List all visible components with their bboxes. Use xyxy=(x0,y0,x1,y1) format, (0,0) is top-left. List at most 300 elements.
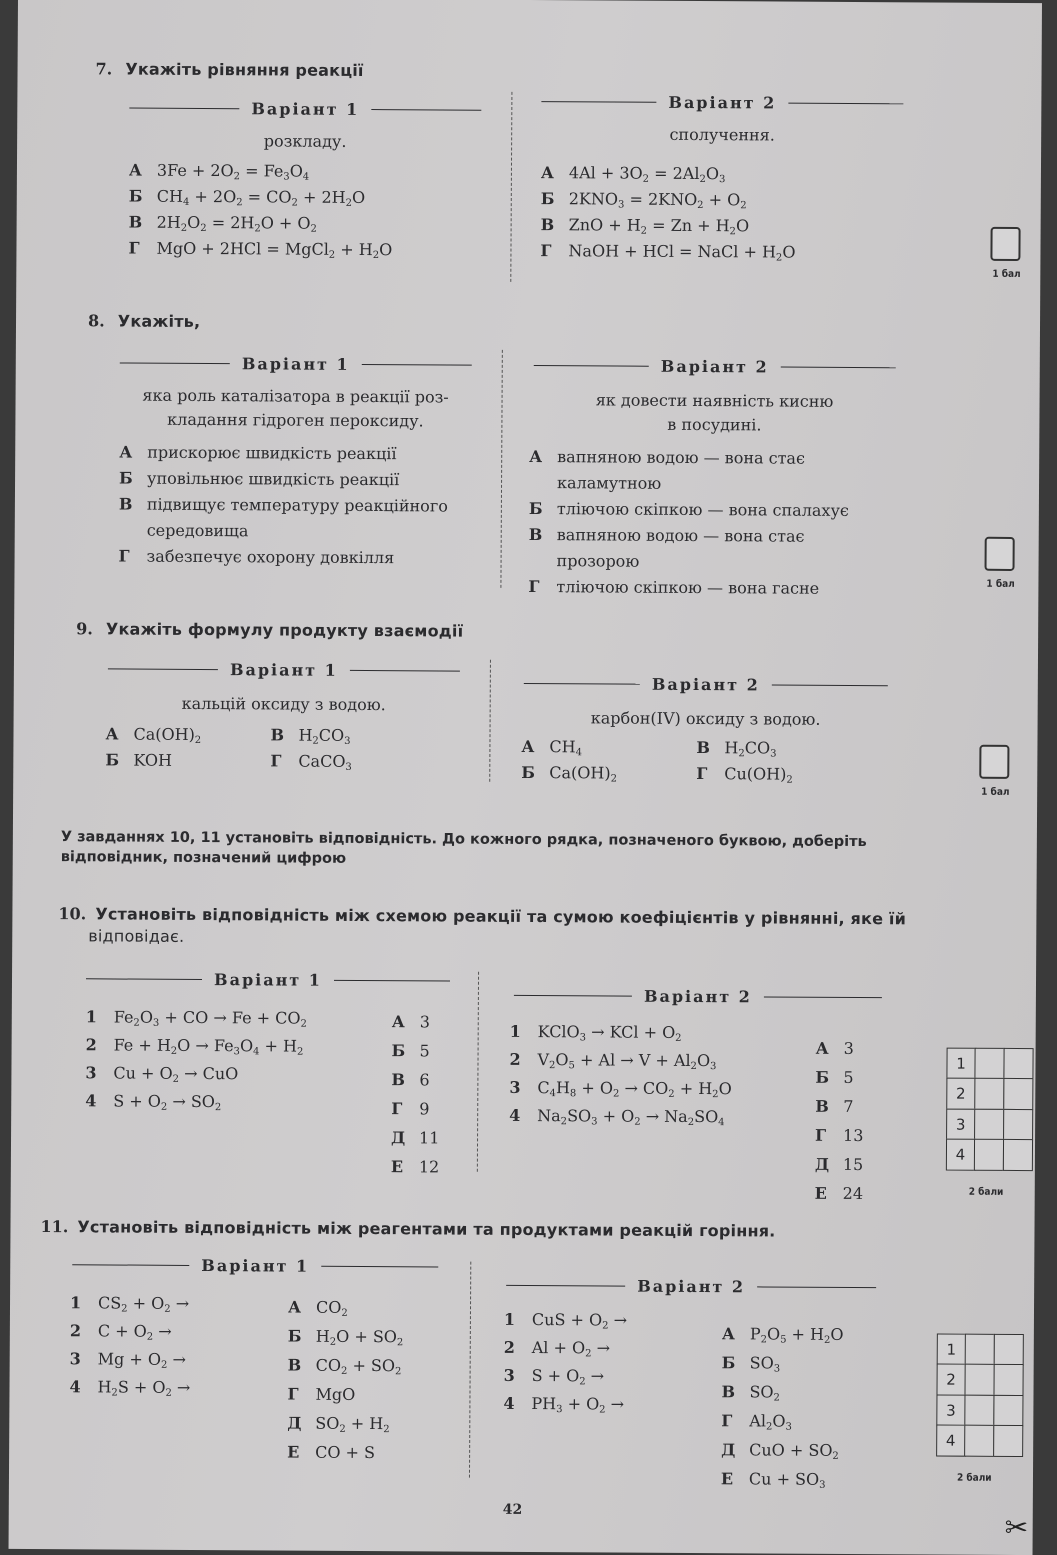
answer-item xyxy=(287,1438,403,1468)
reaction-row xyxy=(70,1289,191,1318)
answer-letter: Б xyxy=(815,1067,830,1087)
option-formula: KOH xyxy=(133,750,173,770)
grid-row-number: 2 xyxy=(946,1078,976,1110)
q11-v2-rows xyxy=(503,1306,627,1419)
answer-item xyxy=(722,1348,844,1378)
answer-option[interactable] xyxy=(129,210,393,238)
option-formula: $3Fe + 2O_2 = Fe_3O_4$ xyxy=(156,160,310,183)
reaction-row xyxy=(504,1362,627,1391)
answer-item xyxy=(721,1464,843,1494)
reaction-row xyxy=(85,1087,306,1116)
option-letter: В xyxy=(528,525,543,545)
reaction-formula: $S + O_2 \to SO_2$ xyxy=(113,1091,222,1114)
answer-value: CO + S xyxy=(315,1442,376,1463)
grid-row xyxy=(937,1396,1023,1427)
q9-v2-options xyxy=(521,734,871,788)
answer-value: 11 xyxy=(418,1128,440,1148)
answer-value: 3 xyxy=(843,1038,854,1058)
answer-option[interactable] xyxy=(540,238,795,266)
variant-divider xyxy=(510,92,512,282)
variant-divider xyxy=(500,350,502,588)
answer-option[interactable] xyxy=(270,748,435,775)
q7-v1-options xyxy=(128,158,392,264)
grid-answer-cell[interactable] xyxy=(1002,1139,1032,1171)
row-number: 3 xyxy=(69,1349,81,1369)
variant-divider xyxy=(469,1262,471,1478)
reaction-formula: KClO$_3$ → KCl + $O_2$ xyxy=(537,1022,682,1044)
question-number: 11. xyxy=(40,1217,69,1237)
option-letter: Г xyxy=(270,751,282,771)
option-letter: А xyxy=(540,163,555,183)
variant-label: Варіант 1 xyxy=(214,970,323,990)
reaction-row xyxy=(509,1102,732,1131)
variant-label: Варіант 2 xyxy=(668,92,777,113)
answer-item xyxy=(816,1034,865,1063)
condition-line: яка роль каталізатора в реакції роз- xyxy=(142,385,449,407)
row-number: 1 xyxy=(503,1309,516,1329)
scissors-icon: ✂ xyxy=(1004,1510,1029,1545)
q9-v1-options xyxy=(105,721,435,775)
option-formula: $2H_2O_2 = 2H_2O + O_2$ xyxy=(156,212,317,235)
reaction-row xyxy=(85,1059,306,1088)
answer-letter: В xyxy=(721,1382,736,1402)
answer-letter: Б xyxy=(391,1041,406,1061)
grid-row-number: 4 xyxy=(936,1425,966,1457)
option-text: середовища xyxy=(146,520,249,541)
q10-v2-answers xyxy=(815,1034,864,1208)
points-label: 1 бал xyxy=(981,786,1010,798)
row-number: 1 xyxy=(509,1021,521,1041)
row-number: 2 xyxy=(85,1035,97,1055)
answer-letter: А xyxy=(391,1012,405,1032)
option-letter: А xyxy=(119,442,133,462)
answer-letter: Е xyxy=(720,1469,734,1489)
option-letter: Г xyxy=(528,577,540,597)
answer-value: 5 xyxy=(419,1041,430,1061)
answer-value: 12 xyxy=(418,1157,440,1177)
reaction-formula: $Fe_2O_3$ + CO → $Fe + CO_2$ xyxy=(113,1007,307,1030)
answer-letter: Б xyxy=(287,1326,302,1346)
answer-item xyxy=(815,1063,864,1092)
q10-v2-rows xyxy=(509,1018,732,1131)
reaction-formula: $Al + O_2$ → xyxy=(531,1338,611,1360)
option-letter: Б xyxy=(128,186,143,206)
option-text: тліючою скіпкою — вона спалахує xyxy=(556,499,849,520)
q7-v2-options xyxy=(540,160,796,266)
answer-option[interactable] xyxy=(270,722,435,749)
answer-option[interactable] xyxy=(129,184,393,212)
question-number: 9. xyxy=(76,619,93,639)
answer-letter: Г xyxy=(391,1099,403,1119)
answer-item xyxy=(815,1179,864,1208)
answer-value: CuO + $SO_2$ xyxy=(749,1440,839,1462)
option-text: вапняною водою — вона стає xyxy=(556,525,805,546)
answer-item xyxy=(721,1435,843,1465)
variant-label: Варіант 2 xyxy=(643,986,752,1007)
grid-row-number: 4 xyxy=(945,1139,975,1171)
answer-item xyxy=(391,1094,440,1123)
answer-item xyxy=(721,1406,843,1436)
reaction-formula: $Fe + H_2O \to Fe_3O_4 + H_2$ xyxy=(113,1035,304,1058)
q11-v1-rows xyxy=(69,1289,191,1402)
answer-item xyxy=(287,1409,403,1439)
reaction-row xyxy=(510,1018,733,1047)
option-text: вапняною водою — вона стає xyxy=(557,447,806,468)
row-number: 2 xyxy=(69,1321,82,1341)
answer-option[interactable] xyxy=(119,491,448,545)
answer-value: $SO_3$ xyxy=(749,1353,781,1375)
grid-answer-cell[interactable] xyxy=(993,1364,1023,1396)
question-10-header xyxy=(58,903,906,952)
answer-item xyxy=(722,1319,844,1349)
option-letter: Б xyxy=(528,499,543,519)
condition-line: в посудині. xyxy=(667,414,762,435)
answer-item xyxy=(815,1092,864,1121)
variant-2-heading xyxy=(506,1276,876,1297)
grid-answer-cell[interactable] xyxy=(964,1425,994,1457)
variant-label: Варіант 1 xyxy=(251,99,360,119)
answer-value: $CO_2$ xyxy=(315,1297,348,1319)
variant-label: Варіант 2 xyxy=(660,356,769,377)
answer-value: $SO_2$ xyxy=(749,1382,780,1404)
grid-answer-cell[interactable] xyxy=(1003,1047,1033,1079)
reaction-row xyxy=(69,1373,190,1402)
option-text: прозорою xyxy=(556,551,640,571)
question-text: Укажіть формулу продукту взаємодії xyxy=(105,619,464,641)
variant-1-heading xyxy=(72,1255,438,1276)
option-formula: $CH_4 + 2O_2 = CO_2 + 2H_2O$ xyxy=(156,186,366,209)
answer-letter: А xyxy=(721,1324,735,1344)
answer-option[interactable] xyxy=(541,212,796,240)
answer-item xyxy=(288,1351,404,1381)
grid-row-number: 2 xyxy=(936,1364,966,1396)
reaction-formula: $C + O_2$ → xyxy=(97,1321,172,1343)
answer-option[interactable] xyxy=(119,543,448,571)
q11-v1-answers xyxy=(287,1293,404,1468)
reaction-row xyxy=(504,1306,627,1335)
answer-value: 9 xyxy=(419,1099,430,1119)
reaction-formula: $V_2O_5 + Al \to V + Al_2O_3$ xyxy=(537,1050,717,1073)
variant-1-heading xyxy=(129,99,481,120)
variant-1-condition: розкладу. xyxy=(263,131,347,151)
answer-letter: Е xyxy=(287,1442,300,1462)
answer-box[interactable] xyxy=(979,745,1009,779)
grid-answer-cell[interactable] xyxy=(993,1333,1023,1365)
reaction-row xyxy=(86,1031,307,1060)
option-text: підвищує температуру реакційного xyxy=(146,494,448,516)
row-number: 4 xyxy=(69,1377,81,1397)
grid-answer-cell[interactable] xyxy=(1003,1108,1033,1140)
option-letter: В xyxy=(128,212,143,232)
variant-1-condition xyxy=(119,384,471,434)
answer-option[interactable] xyxy=(541,160,796,188)
answer-value: $Al_2O_3$ xyxy=(749,1411,792,1433)
reaction-formula: $Na_2SO_3 + O_2 \to Na_2SO_4$ xyxy=(537,1106,725,1129)
row-number: 1 xyxy=(85,1007,97,1027)
answer-value: 5 xyxy=(843,1067,854,1087)
variant-2-condition: сполучення. xyxy=(669,124,775,145)
grid-answer-cell[interactable] xyxy=(974,1139,1004,1171)
reaction-row xyxy=(86,1003,307,1032)
option-text: уповільнює швидкість реакції xyxy=(147,468,400,490)
answer-letter: Д xyxy=(721,1440,736,1460)
variant-label: Варіант 2 xyxy=(651,674,760,695)
points-label: 2 бали xyxy=(956,1472,992,1484)
answer-value: $SO_2 + H_2$ xyxy=(315,1413,390,1436)
answer-option[interactable] xyxy=(105,747,270,774)
answer-item xyxy=(288,1322,404,1352)
answer-item xyxy=(391,1036,440,1065)
grid-answer-cell[interactable] xyxy=(1003,1078,1033,1110)
option-formula: $4Al + 3O_2 = 2Al_2O_3$ xyxy=(568,163,726,186)
reaction-row xyxy=(509,1046,732,1075)
row-number: 1 xyxy=(69,1293,82,1313)
row-number: 2 xyxy=(503,1337,515,1357)
question-number: 8. xyxy=(87,311,105,331)
option-letter: В xyxy=(270,725,285,745)
question-9-header xyxy=(76,619,463,640)
grid-answer-cell[interactable] xyxy=(993,1425,1023,1457)
grid-answer-cell[interactable] xyxy=(964,1364,994,1396)
answer-box[interactable] xyxy=(990,227,1020,261)
row-number: 3 xyxy=(85,1063,97,1083)
option-letter: Г xyxy=(118,546,130,566)
answer-item xyxy=(392,1007,441,1036)
variant-divider xyxy=(477,972,479,1172)
answer-item xyxy=(815,1150,864,1179)
reaction-formula: $Mg + O_2$ → xyxy=(97,1349,186,1371)
reaction-row xyxy=(503,1390,626,1419)
option-letter: В xyxy=(696,738,711,758)
option-letter: А xyxy=(521,736,535,757)
grid-answer-cell[interactable] xyxy=(974,1047,1004,1079)
grid-answer-cell[interactable] xyxy=(974,1108,1004,1140)
option-letter: Б xyxy=(105,750,120,770)
option-formula: $2KNO_3 = 2KNO_2 + O_2$ xyxy=(568,189,747,212)
grid-row xyxy=(947,1110,1033,1141)
option-formula: MgO + 2HCl = MgCl$_2$ + $H_2O$ xyxy=(156,238,393,262)
option-text: забезпечує охорону довкілля xyxy=(146,546,395,568)
variant-2-heading xyxy=(534,356,896,377)
answer-item xyxy=(721,1377,843,1407)
option-formula: NaOH + HCl = NaCl + $H_2O$ xyxy=(568,241,796,264)
answer-value: MgO xyxy=(315,1384,356,1404)
option-formula: $Ca(OH)_2$ xyxy=(549,763,617,785)
option-letter: Г xyxy=(128,238,140,258)
grid-row-number: 3 xyxy=(946,1108,976,1140)
answer-value: $P_2O_5 + H_2O$ xyxy=(749,1324,844,1346)
answer-letter: В xyxy=(815,1096,829,1116)
answer-option[interactable] xyxy=(521,760,696,787)
answer-option[interactable] xyxy=(105,721,270,748)
reaction-row xyxy=(70,1345,191,1374)
answer-option[interactable] xyxy=(528,574,848,602)
worksheet-page xyxy=(9,0,1042,1555)
answer-letter: Е xyxy=(390,1157,404,1177)
reaction-row xyxy=(504,1334,627,1363)
answer-value: 24 xyxy=(842,1183,864,1204)
option-formula: $CH_4$ xyxy=(549,737,583,759)
variant-1-condition: кальцій оксиду з водою. xyxy=(181,693,386,715)
answer-value: 6 xyxy=(419,1070,430,1090)
variant-divider xyxy=(489,660,491,782)
reaction-formula: CuS + $O_2$ → xyxy=(531,1310,628,1332)
question-number: 10. xyxy=(58,904,87,924)
q8-v2-options xyxy=(528,444,849,602)
grid-row xyxy=(937,1365,1023,1396)
option-text: тліючою скіпкою — вона гасне xyxy=(556,577,820,598)
option-formula: CaCO$_3$ xyxy=(298,751,352,773)
answer-value: $Cu + SO_3$ xyxy=(748,1469,826,1491)
page-number: 42 xyxy=(502,1501,523,1518)
grid-row xyxy=(937,1426,1023,1457)
grid-row-number: 1 xyxy=(946,1047,976,1079)
option-text: прискорює швидкість реакції xyxy=(147,442,397,464)
variant-2-condition xyxy=(533,388,895,438)
q8-v1-options xyxy=(119,439,449,571)
answer-letter: Е xyxy=(814,1183,827,1203)
q11-v2-answers xyxy=(721,1319,844,1494)
reaction-row xyxy=(70,1317,191,1346)
question-text: відповідає. xyxy=(88,926,185,946)
answer-option[interactable] xyxy=(129,158,393,186)
instruction-text xyxy=(61,827,867,872)
answer-option[interactable] xyxy=(119,465,448,493)
grid-row xyxy=(938,1335,1024,1366)
q11-answer-grid[interactable] xyxy=(937,1335,1023,1458)
answer-value: 13 xyxy=(843,1125,864,1146)
question-text: Установіть відповідність між схемою реакції та сумою коефіцієнтів у рівнянні, яке їй xyxy=(95,904,907,929)
option-letter: А xyxy=(128,160,143,180)
question-text: Укажіть, xyxy=(117,311,201,331)
q10-answer-grid[interactable] xyxy=(947,1049,1033,1172)
answer-option[interactable] xyxy=(119,439,448,467)
variant-2-heading xyxy=(541,92,903,113)
instruction-line: відповідник, позначений цифрою xyxy=(60,849,347,867)
option-letter: В xyxy=(540,215,555,235)
option-letter: Б xyxy=(119,468,133,488)
answer-item xyxy=(391,1123,440,1152)
grid-answer-cell[interactable] xyxy=(965,1333,995,1365)
grid-row xyxy=(947,1079,1033,1110)
answer-value: 15 xyxy=(842,1154,864,1175)
option-letter: Б xyxy=(540,189,555,209)
question-11-header xyxy=(40,1217,775,1240)
answer-item xyxy=(391,1065,440,1094)
answer-letter: Г xyxy=(287,1384,299,1404)
points-label: 1 бал xyxy=(986,578,1015,590)
answer-option[interactable] xyxy=(521,734,696,761)
grid-row xyxy=(947,1140,1033,1171)
reaction-row xyxy=(509,1074,732,1103)
points-label: 2 бали xyxy=(968,1186,1004,1198)
answer-item xyxy=(288,1293,404,1323)
option-letter: Б xyxy=(521,762,536,783)
row-number: 2 xyxy=(509,1049,521,1069)
grid-row-number: 1 xyxy=(936,1333,966,1365)
row-number: 4 xyxy=(503,1393,515,1413)
condition-line: кладання гідроген пероксиду. xyxy=(167,409,424,431)
question-8-header xyxy=(88,311,200,331)
reaction-formula: $PH_3 + O_2$ → xyxy=(531,1394,625,1416)
answer-option[interactable] xyxy=(696,735,871,762)
answer-option[interactable] xyxy=(528,522,848,576)
answer-letter: Д xyxy=(814,1154,830,1174)
answer-option[interactable] xyxy=(529,496,849,524)
answer-value: $H_2O + SO_2$ xyxy=(315,1326,404,1349)
variant-label: Варіант 1 xyxy=(201,1256,310,1276)
option-letter: Г xyxy=(696,764,708,784)
answer-value: 7 xyxy=(843,1096,854,1116)
reaction-formula: $H_2S + O_2$ → xyxy=(97,1377,191,1399)
row-number: 4 xyxy=(85,1091,97,1111)
row-number: 3 xyxy=(509,1077,521,1097)
grid-answer-cell[interactable] xyxy=(964,1394,994,1426)
answer-option[interactable] xyxy=(128,236,392,264)
reaction-formula: $CS_2 + O_2$ → xyxy=(97,1293,190,1315)
q10-v1-answers xyxy=(391,1007,440,1181)
answer-letter: Д xyxy=(390,1128,406,1148)
answer-item xyxy=(815,1121,864,1150)
answer-value: 3 xyxy=(419,1012,431,1032)
grid-row xyxy=(947,1049,1033,1080)
answer-item xyxy=(287,1380,403,1410)
reaction-formula: $S + O_2$ → xyxy=(531,1366,605,1388)
answer-item xyxy=(391,1152,440,1181)
question-text: Установіть відповідність між реагентами та продуктами реакцій горіння. xyxy=(77,1217,776,1241)
variant-label: Варіант 1 xyxy=(229,660,338,680)
condition-line: як довести наявність кисню xyxy=(595,390,834,411)
variant-label: Варіант 1 xyxy=(241,354,350,374)
option-letter: А xyxy=(529,447,543,467)
answer-letter: А xyxy=(815,1038,829,1058)
grid-answer-cell[interactable] xyxy=(974,1078,1004,1110)
reaction-formula: $Cu + O_2$ → CuO xyxy=(113,1063,239,1085)
answer-value: $CO_2 + SO_2$ xyxy=(315,1355,402,1378)
answer-letter: А xyxy=(287,1297,302,1317)
variant-2-heading xyxy=(524,674,888,695)
points-label: 1 бал xyxy=(992,268,1021,281)
answer-letter: Д xyxy=(287,1413,302,1433)
answer-option[interactable] xyxy=(541,186,796,214)
q10-v1-rows xyxy=(85,1003,307,1116)
variant-1-heading xyxy=(86,969,450,990)
grid-answer-cell[interactable] xyxy=(993,1394,1023,1426)
reaction-formula: $C_4H_8 + O_2 \to CO_2 + H_2O$ xyxy=(537,1078,732,1101)
option-text: каламутною xyxy=(556,473,662,493)
grid-row-number: 3 xyxy=(936,1394,966,1426)
variant-1-heading xyxy=(120,354,472,375)
question-number: 7. xyxy=(95,59,113,79)
option-formula: $Cu(OH)_2$ xyxy=(724,764,793,786)
option-letter: В xyxy=(118,494,133,514)
answer-letter: Г xyxy=(815,1125,827,1145)
answer-letter: В xyxy=(287,1355,302,1375)
answer-option[interactable] xyxy=(529,444,849,498)
question-7-header xyxy=(96,59,364,80)
option-formula: $H_2CO_3$ xyxy=(298,725,351,747)
question-text: Укажіть рівняння реакції xyxy=(125,59,364,80)
variant-2-heading xyxy=(514,986,882,1007)
variant-2-condition: карбон(IV) оксиду з водою. xyxy=(590,708,821,729)
instruction-line: У завданнях 10, 11 установіть відповідність. До кожного рядка, позначеного буквою, доберіть xyxy=(60,829,867,851)
variant-label: Варіант 2 xyxy=(637,1276,746,1297)
answer-box[interactable] xyxy=(985,537,1015,571)
variant-1-heading xyxy=(108,659,460,680)
row-number: 3 xyxy=(503,1365,515,1385)
answer-option[interactable] xyxy=(696,761,871,788)
option-formula: $H_2CO_3$ xyxy=(724,738,777,760)
